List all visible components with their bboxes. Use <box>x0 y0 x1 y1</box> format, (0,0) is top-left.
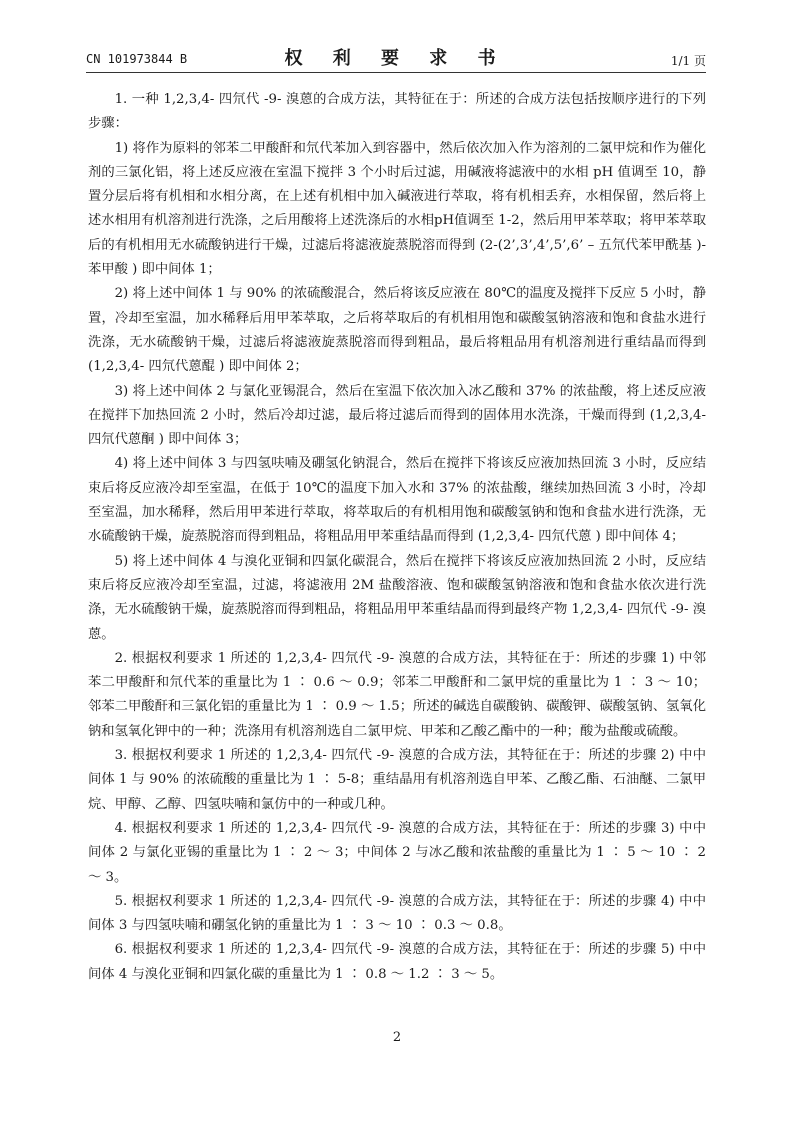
patent-number: CN 101973844 B <box>86 52 188 66</box>
page-count: 1/1 页 <box>670 54 706 68</box>
claim-1-step-1: 1) 将作为原料的邻苯二甲酸酐和氘代苯加入到容器中，然后依次加入作为溶剂的二氯甲烷和作为催化剂的三氯化铝，将上述反应液在室温下搅拌 3 个小时后过滤，用碱液将滤液中的水相 pH 值调至 10，静置分层后将有机相和水相分离，在上述有机相中加入碱液进行萃取，将有机相丢弃，水相保留，然后将上述水相用有机溶剂进行洗涤，之后用酸将上述洗涤后的水相pH值调至 1-2，然后用甲苯萃取；将甲苯萃取后的有机相用无水硫酸钠进行干燥，过滤后将滤液旋蒸脱溶而得到 (2-(2’,3’,4’,5’,6’ – 五氘代苯甲酰基 )- 苯甲酸 ) 即中间体 1； <box>88 140 706 278</box>
claim-2: 2. 根据权利要求 1 所述的 1,2,3,4- 四氘代 -9- 溴蒽的合成方法，其特征在于：所述的步骤 1) 中邻苯二甲酸酐和氘代苯的重量比为 1 ∶ 0.6 ～ 0.9；邻苯二甲酸酐和二氯甲烷的重量比为 1 ∶ 3 ～ 10；邻苯二甲酸酐和三氯化铝的重量比为 1 ∶ 0.9 ～ 1.5；所述的碱选自碳酸钠、碳酸钾、碳酸氢钠、氢氧化钠和氢氧化钾中的一种；洗涤用有机溶剂选自二氯甲烷、甲苯和乙酸乙酯中的一种；酸为盐酸或硫酸。 <box>88 650 706 739</box>
claim-1-step-2: 2) 将上述中间体 1 与 90% 的浓硫酸混合，然后将该反应液在 80℃的温度及搅拌下反应 5 小时，静置，冷却至室温，加水稀释后用甲苯萃取，之后将萃取后的有机相用饱和碳酸氢钠溶液和饱和食盐水进行洗涤，无水硫酸钠干燥，过滤后将滤液旋蒸脱溶而得到粗品，最后将粗品用有机溶剂进行重结晶而得到 (1,2,3,4- 四氘代蒽醌 ) 即中间体 2； <box>88 286 706 375</box>
claim-1-step-3: 3) 将上述中间体 2 与氯化亚锡混合，然后在室温下依次加入冰乙酸和 37% 的浓盐酸，将上述反应液在搅拌下加热回流 2 小时，然后冷却过滤，最后将过滤后而得到的固体用水洗涤，干燥而得到 (1,2,3,4- 四氘代蒽酮 ) 即中间体 3； <box>88 383 706 448</box>
claims-body <box>88 88 706 987</box>
claim-3: 3. 根据权利要求 1 所述的 1,2,3,4- 四氘代 -9- 溴蒽的合成方法，其特征在于：所述的步骤 2) 中中间体 1 与 90% 的浓硫酸的重量比为 1 ∶ 5-8；重结晶用有机溶剂选自甲苯、乙酸乙酯、石油醚、二氯甲烷、甲醇、乙醇、四氢呋喃和氯仿中的一种或几种。 <box>88 748 706 812</box>
header-divider <box>86 72 706 73</box>
claim-1-step-5: 5) 将上述中间体 4 与溴化亚铜和四氯化碳混合，然后在搅拌下将该反应液加热回流 2 小时，反应结束后将反应液冷却至室温，过滤，将滤液用 2M 盐酸溶液、饱和碳酸氢钠溶液和饱和食盐水依次进行洗涤，无水硫酸钠干燥，旋蒸脱溶而得到粗品，将粗品用甲苯重结晶而得到最终产物 1,2,3,4- 四氘代 -9- 溴蒽。 <box>88 553 706 642</box>
claim-1-step-4: 4) 将上述中间体 3 与四氢呋喃及硼氢化钠混合，然后在搅拌下将该反应液加热回流 3 小时，反应结束后将反应液冷却至室温，在低于 10℃的温度下加入水和 37% 的浓盐酸，继续加热回流 3 小时，冷却至室温，加水稀释，然后用甲苯进行萃取，将萃取后的有机相用饱和碳酸氢钠和饱和食盐水进行洗涤，无水硫酸钠干燥，旋蒸脱溶而得到粗品，将粗品用甲苯重结晶而得到 (1,2,3,4- 四氘代蒽 ) 即中间体 4； <box>88 456 706 545</box>
claim-4: 4. 根据权利要求 1 所述的 1,2,3,4- 四氘代 -9- 溴蒽的合成方法，其特征在于：所述的步骤 3) 中中间体 2 与氯化亚锡的重量比为 1 ∶ 2 ～ 3；中间体 2 与冰乙酸和浓盐酸的重量比为 1 ∶ 5 ～ 10 ∶ 2 ～ 3。 <box>88 820 706 885</box>
document-title: 权 利 要 求 书 <box>284 48 508 69</box>
claim-6: 6. 根据权利要求 1 所述的 1,2,3,4- 四氘代 -9- 溴蒽的合成方法，其特征在于：所述的步骤 5) 中中间体 4 与溴化亚铜和四氯化碳的重量比为 1 ∶ 0.8 ～ 1.2 ∶ 3 ～ 5。 <box>88 942 706 982</box>
page-header <box>86 42 706 72</box>
claim-1-intro: 1. 一种 1,2,3,4- 四氘代 -9- 溴蒽的合成方法，其特征在于：所述的合成方法包括按顺序进行的下列步骤： <box>88 92 706 132</box>
claim-5: 5. 根据权利要求 1 所述的 1,2,3,4- 四氘代 -9- 溴蒽的合成方法，其特征在于：所述的步骤 4) 中中间体 3 与四氢呋喃和硼氢化钠的重量比为 1 ∶ 3 ～ 10 ∶ 0.3 ～ 0.8。 <box>88 893 706 934</box>
page-number: 2 <box>392 1030 402 1045</box>
